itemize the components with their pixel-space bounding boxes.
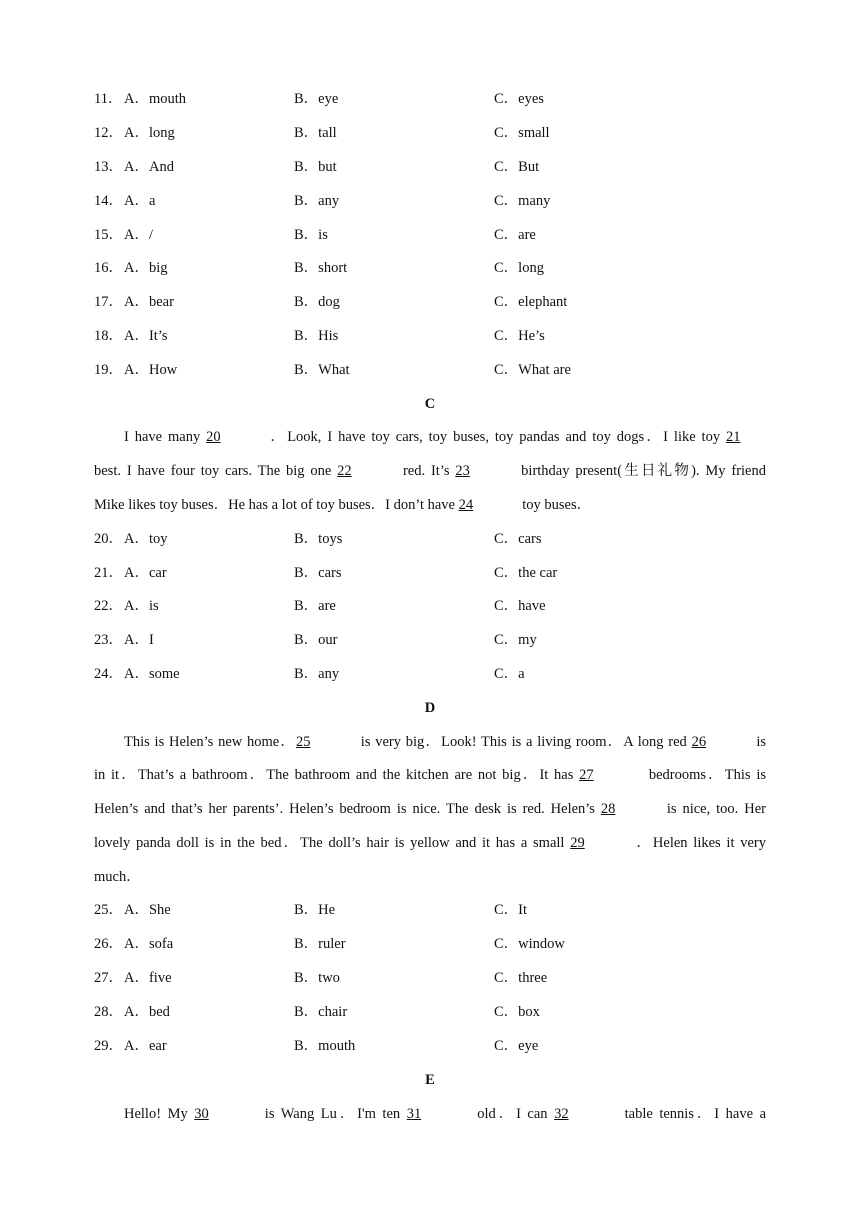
question-number: 27． [94,970,123,986]
passage-text: in it．That’s a bathroom．The bathroom and the kitchen are not big．It has [94,767,580,783]
question-number: 25． [94,902,123,918]
blank-30: 30 [194,1106,209,1122]
option-a: A．car [124,565,167,581]
passage-line [124,427,766,447]
option-a: A．some [124,666,180,682]
blank-28: 28 [600,801,616,817]
option-b: B．What [294,362,350,378]
option-b: B．He [294,902,336,918]
option-a: A．ear [124,1038,167,1054]
passage-text: This is Helen’s new home． [124,734,297,750]
option-b: B．but [294,159,337,175]
passage-text: is nice, too. Her [660,801,766,817]
option-a: A．She [124,902,171,918]
option-c: C．eye [494,1038,539,1054]
question-number: 18． [94,328,123,344]
question-number: 15． [94,227,123,243]
question-number: 29． [94,1038,123,1054]
option-c: C．three [494,970,548,986]
passage-text: Mike likes toy buses．He has a lot of toy buses．I don’t have [94,497,459,513]
option-c: C．It [494,902,528,918]
question-number: 20． [94,531,123,547]
option-c: C．a [494,666,525,682]
option-b: B．mouth [294,1038,356,1054]
option-a: A．toy [124,531,168,547]
blank-24: 24 [458,497,474,513]
option-b: B．dog [294,294,340,310]
option-c: C．small [494,125,550,141]
option-a: A．It’s [124,328,168,344]
option-c: C．But [494,159,540,175]
option-a: A．long [124,125,175,141]
option-c: C．window [494,936,565,952]
option-b: B．any [294,193,340,209]
option-c: C．many [494,193,551,209]
question-number: 11． [94,91,123,107]
option-c: C．He’s [494,328,545,344]
option-c: C．cars [494,531,542,547]
option-a: A．sofa [124,936,174,952]
passage-text: lovely panda doll is in the bed．The doll’s hair is yellow and it has a small [94,835,571,851]
option-b: B．chair [294,1004,348,1020]
option-c: C．are [494,227,536,243]
passage-line [124,1104,766,1124]
option-b: B．cars [294,565,342,581]
option-c: C．long [494,260,544,276]
question-number: 13． [94,159,123,175]
option-a: A．/ [124,227,153,243]
option-b: B．His [294,328,339,344]
passage-text: red. It’s [397,463,456,479]
blank-29: 29 [570,835,585,851]
option-c: C．have [494,598,546,614]
blank-25: 25 [296,734,311,750]
passage-line [94,833,766,853]
option-a: A．bear [124,294,174,310]
section-heading-c: C [424,396,436,412]
passage-text: ．Look, I have toy cars, toy buses, toy pandas and toy dogs．I like toy [268,429,726,445]
option-b: B．is [294,227,328,243]
blank-21: 21 [726,429,741,445]
passage-text: Hello! My [124,1106,195,1122]
option-a: A．five [124,970,172,986]
question-number: 22． [94,598,123,614]
question-number: 16． [94,260,123,276]
passage-text: birthday present(生日礼物). My friend [515,463,766,479]
passage-text: bedrooms．This is [643,767,766,783]
blank-23: 23 [455,463,470,479]
passage-text: Helen’s and that’s her parents’. Helen’s bedroom is nice. The desk is red. Helen’s [94,801,601,817]
passage-text: is Wang Lu．I'm ten [258,1106,407,1122]
question-number: 26． [94,936,123,952]
passage-line [94,799,766,819]
passage-line [124,732,766,752]
option-a: A．And [124,159,174,175]
option-c: C．box [494,1004,540,1020]
passage-text: is very big．Look! This is a living room．A long red [356,734,692,750]
option-b: B．ruler [294,936,346,952]
option-a: A．How [124,362,178,378]
question-number: 23． [94,632,123,648]
passage-line [94,495,766,515]
passage-text: toy buses． [518,497,592,513]
question-number: 14． [94,193,123,209]
blank-32: 32 [554,1106,569,1122]
blank-27: 27 [579,767,594,783]
passage-line [94,765,766,785]
passage-line [94,461,766,481]
question-number: 24． [94,666,123,682]
blank-26: 26 [691,734,707,750]
option-b: B．eye [294,91,339,107]
option-b: B．any [294,666,340,682]
section-heading-d: D [424,700,436,716]
option-c: C．the car [494,565,558,581]
option-a: A．is [124,598,159,614]
option-b: B．tall [294,125,337,141]
option-c: C．my [494,632,537,648]
passage-text: ．Helen likes it very [634,835,766,851]
blank-31: 31 [406,1106,422,1122]
option-b: B．are [294,598,336,614]
passage-text: old．I can [470,1106,555,1122]
option-b: B．toys [294,531,343,547]
question-number: 28． [94,1004,123,1020]
option-a: A．I [124,632,154,648]
option-a: A．big [124,260,168,276]
option-b: B．our [294,632,338,648]
passage-text: table tennis．I have a [618,1106,767,1122]
option-c: C．elephant [494,294,568,310]
option-b: B．short [294,260,348,276]
option-a: A．a [124,193,156,209]
passage-text: I have many [124,429,207,445]
question-number: 12． [94,125,123,141]
option-a: A．bed [124,1004,170,1020]
option-a: A．mouth [124,91,187,107]
passage-text: is [751,734,767,750]
option-c: C．What are [494,362,571,378]
section-heading-e: E [425,1072,435,1088]
question-number: 21． [94,565,123,581]
blank-20: 20 [206,429,221,445]
passage-text: best. I have four toy cars. The big one [94,463,338,479]
question-number: 17． [94,294,123,310]
blank-22: 22 [337,463,352,479]
option-b: B．two [294,970,340,986]
passage-line: much． [94,869,141,885]
option-c: C．eyes [494,91,544,107]
question-number: 19． [94,362,123,378]
